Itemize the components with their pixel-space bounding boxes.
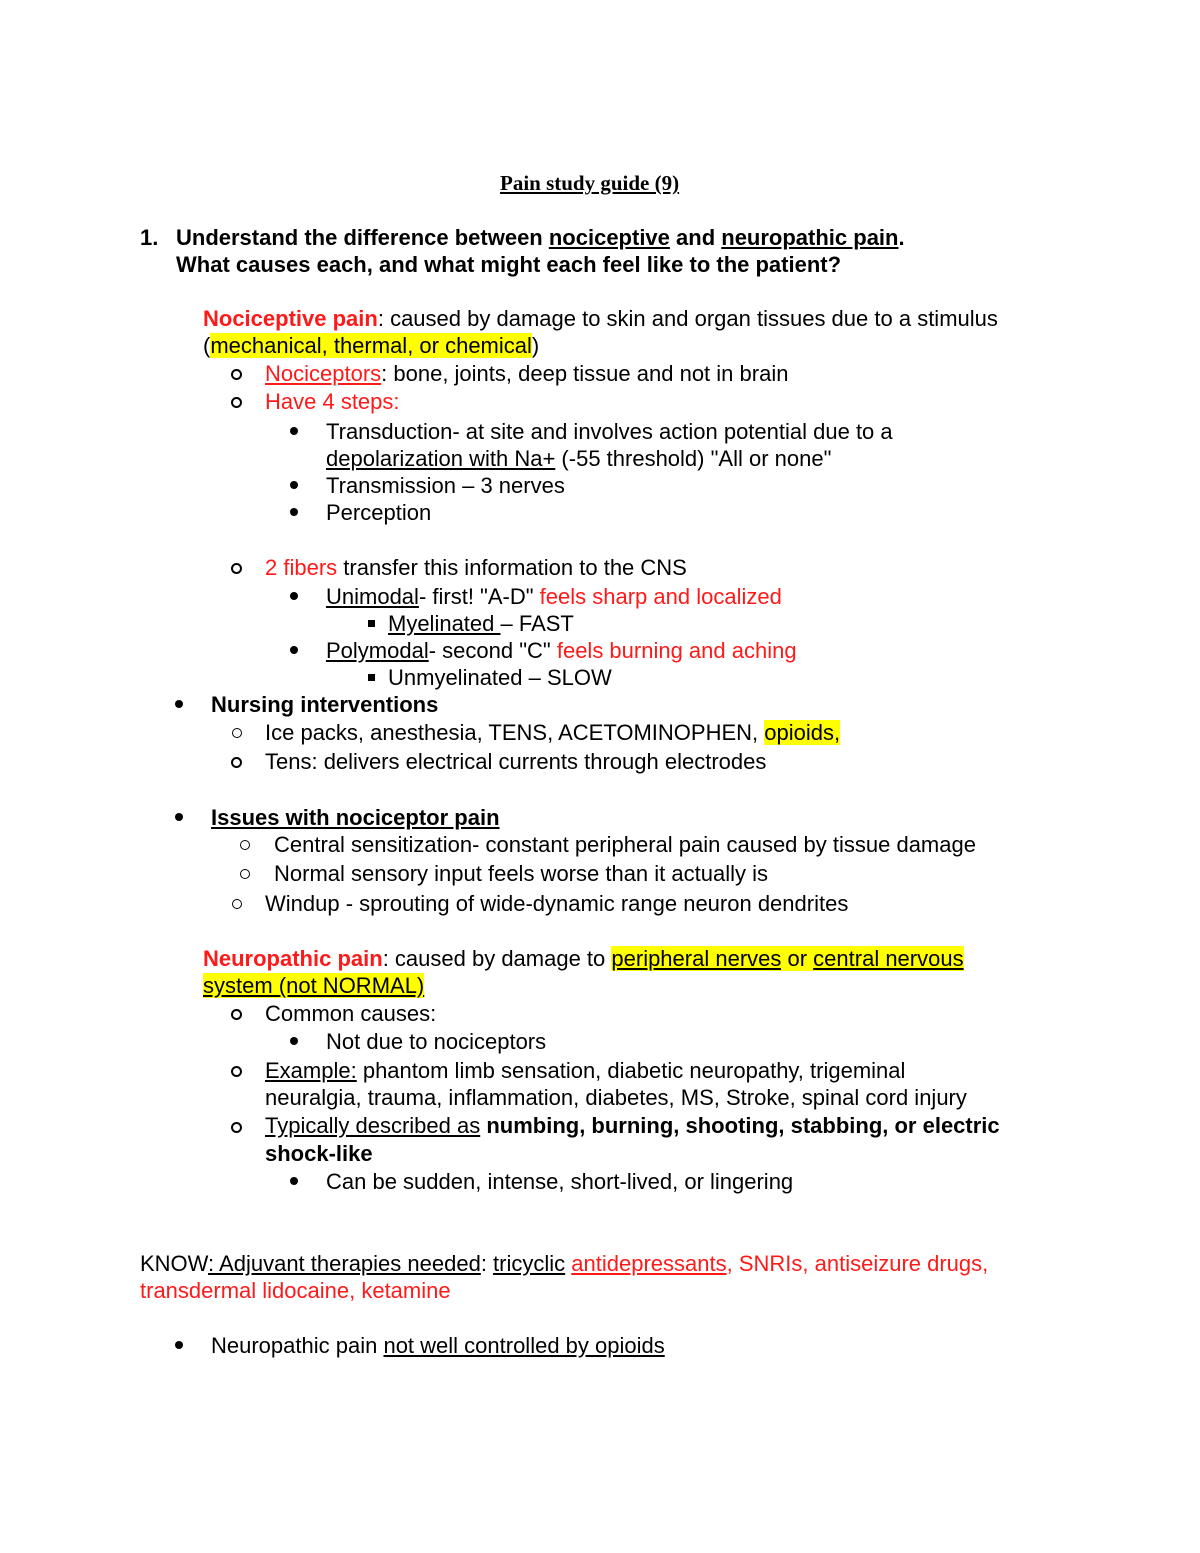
unmyelinated-item: Unmyelinated – SLOW: [388, 665, 612, 690]
know-line-2: transdermal lidocaine, ketamine: [140, 1278, 451, 1303]
example-item: Example: phantom limb sensation, diabetic neuropathy, trigeminal: [265, 1058, 906, 1083]
disc-bullet-icon: [290, 1177, 298, 1185]
nursing-item-2: Tens: delivers electrical currents through electrodes: [265, 749, 767, 774]
circle-bullet-icon: [231, 397, 242, 408]
common-causes-item: Common causes:: [265, 1001, 437, 1026]
typically-item: Typically described as numbing, burning, shooting, stabbing, or electric: [265, 1113, 1000, 1138]
myelinated-item: Myelinated – FAST: [388, 611, 574, 636]
circle-bullet-icon: [240, 840, 250, 850]
circle-bullet-icon: [231, 757, 242, 768]
disc-bullet-icon: [175, 700, 183, 708]
nursing-heading: Nursing interventions: [211, 692, 439, 717]
neuropathic-definition-cont: system (not NORMAL): [203, 973, 425, 998]
steps-item: Have 4 steps:: [265, 389, 400, 414]
nociceptive-stimuli: (mechanical, thermal, or chemical): [203, 333, 540, 358]
circle-bullet-icon: [240, 869, 250, 879]
disc-bullet-icon: [290, 592, 298, 600]
transmission-item: Transmission – 3 nerves: [326, 473, 565, 498]
question-number: 1.: [140, 225, 159, 250]
sudden-item: Can be sudden, intense, short-lived, or lingering: [326, 1169, 794, 1194]
nociceptors-item: Nociceptors: bone, joints, deep tissue and not in brain: [265, 361, 789, 386]
final-item: Neuropathic pain not well controlled by opioids: [211, 1333, 665, 1358]
transduction-item: Transduction- at site and involves action potential due to a: [326, 419, 893, 444]
polymodal-item: Polymodal- second "C" feels burning and aching: [326, 638, 797, 663]
nursing-item-1: Ice packs, anesthesia, TENS, ACETOMINOPHEN, opioids,: [265, 720, 841, 745]
circle-bullet-icon: [231, 369, 242, 380]
circle-bullet-icon: [232, 728, 242, 738]
circle-bullet-icon: [231, 1122, 242, 1133]
circle-bullet-icon: [232, 899, 242, 909]
question-line-1: Understand the difference between nociceptive and neuropathic pain.: [176, 225, 905, 250]
transduction-item-cont: depolarization with Na+ (-55 threshold) "All or none": [326, 446, 832, 471]
disc-bullet-icon: [290, 427, 298, 435]
page-title: Pain study guide (9): [500, 171, 680, 195]
square-bullet-icon: [368, 620, 375, 627]
disc-bullet-icon: [175, 1341, 183, 1349]
disc-bullet-icon: [175, 813, 183, 821]
disc-bullet-icon: [290, 646, 298, 654]
unimodal-item: Unimodal- first! "A-D" feels sharp and localized: [326, 584, 782, 609]
know-line-1: KNOW: Adjuvant therapies needed: tricyclic antidepressants, SNRIs, antiseizure drugs,: [140, 1251, 989, 1276]
issues-item-2: Normal sensory input feels worse than it actually is: [274, 861, 768, 886]
circle-bullet-icon: [231, 1066, 242, 1077]
neuropathic-definition: Neuropathic pain: caused by damage to peripheral nerves or central nervous: [203, 946, 964, 971]
disc-bullet-icon: [290, 481, 298, 489]
issues-item-1: Central sensitization- constant peripheral pain caused by tissue damage: [274, 832, 976, 857]
issues-item-3: Windup - sprouting of wide-dynamic range neuron dendrites: [265, 891, 849, 916]
example-item-cont: neuralgia, trauma, inflammation, diabetes, MS, Stroke, spinal cord injury: [265, 1085, 967, 1110]
perception-item: Perception: [326, 500, 432, 525]
question-line-2: What causes each, and what might each feel like to the patient?: [176, 252, 842, 277]
disc-bullet-icon: [290, 1037, 298, 1045]
square-bullet-icon: [368, 674, 375, 681]
fibers-item: 2 fibers transfer this information to the CNS: [265, 555, 687, 580]
typically-item-cont: shock-like: [265, 1141, 373, 1166]
disc-bullet-icon: [290, 508, 298, 516]
issues-heading: Issues with nociceptor pain: [211, 805, 500, 830]
nociceptive-definition: Nociceptive pain: caused by damage to skin and organ tissues due to a stimulus: [203, 306, 998, 331]
circle-bullet-icon: [231, 1009, 242, 1020]
circle-bullet-icon: [231, 563, 242, 574]
not-due-item: Not due to nociceptors: [326, 1029, 547, 1054]
